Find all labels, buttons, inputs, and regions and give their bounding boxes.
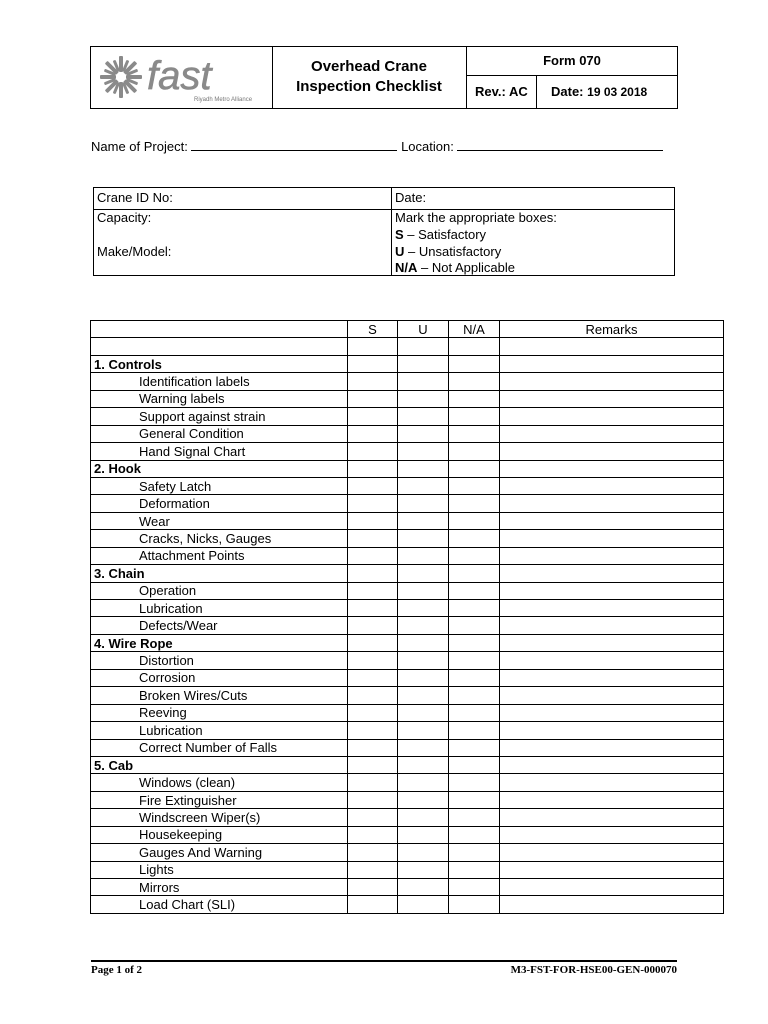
na-checkbox-cell[interactable] (449, 687, 500, 704)
u-checkbox-cell[interactable] (398, 512, 449, 529)
starburst-icon (100, 56, 142, 98)
checklist-item-row (91, 443, 724, 460)
section-row (91, 355, 724, 372)
section-row (91, 565, 724, 582)
s-checkbox-cell[interactable] (348, 704, 398, 721)
header-cell: Remarks (500, 321, 724, 338)
location-label: Location: (401, 139, 454, 154)
crane-id-label[interactable]: Crane ID No: (97, 190, 173, 205)
na-checkbox-cell[interactable] (449, 600, 500, 617)
na-checkbox-cell[interactable] (449, 495, 500, 512)
crane-info-table (93, 187, 675, 276)
item-label: Distortion (91, 652, 348, 669)
make-model-label[interactable]: Make/Model: (97, 244, 172, 259)
checklist-item-row (91, 600, 724, 617)
s-checkbox-cell[interactable] (348, 477, 398, 494)
checklist-item-row (91, 425, 724, 442)
form-title-line1: Overhead Crane (311, 58, 427, 75)
na-checkbox-cell[interactable] (449, 512, 500, 529)
s-checkbox-cell[interactable] (348, 896, 398, 913)
checklist-item-row (91, 390, 724, 407)
section-row (91, 756, 724, 773)
na-checkbox-cell[interactable] (449, 791, 500, 808)
s-checkbox-cell[interactable] (348, 355, 398, 372)
item-label: Lubrication (91, 722, 348, 739)
s-checkbox-cell[interactable] (348, 774, 398, 791)
table-header-row (91, 321, 724, 338)
item-label: Attachment Points (91, 547, 348, 564)
na-checkbox-cell[interactable] (449, 477, 500, 494)
blank-cell (449, 338, 500, 355)
s-checkbox-cell[interactable] (348, 600, 398, 617)
checklist-item-row (91, 826, 724, 843)
u-checkbox-cell[interactable] (398, 355, 449, 372)
item-label: Defects/Wear (91, 617, 348, 634)
item-label: Housekeeping (91, 826, 348, 843)
na-checkbox-cell[interactable] (449, 547, 500, 564)
s-checkbox-cell[interactable] (348, 652, 398, 669)
section-title: 3. Chain (91, 565, 348, 582)
u-checkbox-cell[interactable] (398, 634, 449, 651)
header-cell (91, 321, 348, 338)
checklist-item-row (91, 687, 724, 704)
s-checkbox-cell[interactable] (348, 425, 398, 442)
blank-cell (348, 338, 398, 355)
remarks-cell[interactable] (500, 512, 724, 529)
u-checkbox-cell[interactable] (398, 896, 449, 913)
remarks-cell[interactable] (500, 634, 724, 651)
checklist-table (90, 320, 724, 914)
s-checkbox-cell[interactable] (348, 565, 398, 582)
item-label: Corrosion (91, 669, 348, 686)
header-date (537, 75, 677, 108)
na-checkbox-cell[interactable] (449, 565, 500, 582)
u-checkbox-cell[interactable] (398, 495, 449, 512)
item-label: Broken Wires/Cuts (91, 687, 348, 704)
u-checkbox-cell[interactable] (398, 477, 449, 494)
s-checkbox-cell[interactable] (348, 547, 398, 564)
s-checkbox-cell[interactable] (348, 443, 398, 460)
checklist-item-row (91, 704, 724, 721)
item-label: Warning labels (91, 390, 348, 407)
u-checkbox-cell[interactable] (398, 861, 449, 878)
remarks-cell[interactable] (500, 844, 724, 861)
u-checkbox-cell[interactable] (398, 844, 449, 861)
s-checkbox-cell[interactable] (348, 582, 398, 599)
checklist-item-row (91, 652, 724, 669)
remarks-cell[interactable] (500, 669, 724, 686)
item-label: Operation (91, 582, 348, 599)
checklist-item-row (91, 791, 724, 808)
u-checkbox-cell[interactable] (398, 756, 449, 773)
remarks-cell[interactable] (500, 704, 724, 721)
capacity-label[interactable]: Capacity: (97, 210, 152, 225)
item-label: Lubrication (91, 600, 348, 617)
checklist-item-row (91, 582, 724, 599)
remarks-cell[interactable] (500, 652, 724, 669)
header-cell: S (348, 321, 398, 338)
location-field[interactable] (457, 138, 663, 151)
header-cell: U (398, 321, 449, 338)
checklist-item-row (91, 408, 724, 425)
remarks-cell[interactable] (500, 373, 724, 390)
checklist-item-row (91, 477, 724, 494)
section-title: 4. Wire Rope (91, 634, 348, 651)
remarks-cell[interactable] (500, 477, 724, 494)
logo-subtext: Riyadh Metro Alliance (194, 97, 253, 103)
na-checkbox-cell[interactable] (449, 634, 500, 651)
checklist-item-row (91, 669, 724, 686)
item-label: Support against strain (91, 408, 348, 425)
na-checkbox-cell[interactable] (449, 355, 500, 372)
na-checkbox-cell[interactable] (449, 652, 500, 669)
na-checkbox-cell[interactable] (449, 530, 500, 547)
item-label: Load Chart (SLI) (91, 896, 348, 913)
remarks-cell[interactable] (500, 425, 724, 442)
na-checkbox-cell[interactable] (449, 861, 500, 878)
section-title: 5. Cab (91, 756, 348, 773)
header-cell: N/A (449, 321, 500, 338)
item-label: Deformation (91, 495, 348, 512)
blank-cell (398, 338, 449, 355)
legend-unsatisfactory: U – Unsatisfactory (395, 244, 502, 259)
checklist-item-row (91, 547, 724, 564)
na-checkbox-cell[interactable] (449, 809, 500, 826)
logo-wordmark: fast (147, 54, 212, 98)
checklist-item-row (91, 896, 724, 913)
remarks-cell[interactable] (500, 809, 724, 826)
section-title: 1. Controls (91, 355, 348, 372)
blank-row (91, 338, 724, 355)
footer-rule (91, 960, 677, 962)
remarks-cell[interactable] (500, 826, 724, 843)
s-checkbox-cell[interactable] (348, 844, 398, 861)
checklist-item-row (91, 495, 724, 512)
checklist-item-row (91, 373, 724, 390)
s-checkbox-cell[interactable] (348, 722, 398, 739)
remarks-cell[interactable] (500, 879, 724, 896)
u-checkbox-cell[interactable] (398, 600, 449, 617)
checklist-item-row (91, 879, 724, 896)
s-checkbox-cell[interactable] (348, 669, 398, 686)
s-checkbox-cell[interactable] (348, 756, 398, 773)
na-checkbox-cell[interactable] (449, 582, 500, 599)
crane-info-row1 (94, 188, 674, 210)
checklist-item-row (91, 617, 724, 634)
remarks-cell[interactable] (500, 443, 724, 460)
document-code: M3-FST-FOR-HSE00-GEN-000070 (510, 964, 677, 976)
na-checkbox-cell[interactable] (449, 879, 500, 896)
na-checkbox-cell[interactable] (449, 425, 500, 442)
item-label: Hand Signal Chart (91, 443, 348, 460)
s-checkbox-cell[interactable] (348, 530, 398, 547)
remarks-cell[interactable] (500, 547, 724, 564)
remarks-cell[interactable] (500, 495, 724, 512)
s-checkbox-cell[interactable] (348, 861, 398, 878)
s-checkbox-cell[interactable] (348, 634, 398, 651)
s-checkbox-cell[interactable] (348, 390, 398, 407)
remarks-cell[interactable] (500, 565, 724, 582)
project-name-label: Name of Project: (91, 139, 188, 154)
remarks-cell[interactable] (500, 756, 724, 773)
u-checkbox-cell[interactable] (398, 547, 449, 564)
item-label: Wear (91, 512, 348, 529)
project-row (91, 138, 663, 154)
section-title: 2. Hook (91, 460, 348, 477)
u-checkbox-cell[interactable] (398, 460, 449, 477)
item-label: Lights (91, 861, 348, 878)
u-checkbox-cell[interactable] (398, 652, 449, 669)
na-checkbox-cell[interactable] (449, 739, 500, 756)
item-label: Cracks, Nicks, Gauges (91, 530, 348, 547)
legend-not-applicable: N/A – Not Applicable (395, 260, 515, 275)
na-checkbox-cell[interactable] (449, 774, 500, 791)
item-label: Reeving (91, 704, 348, 721)
item-label: Windows (clean) (91, 774, 348, 791)
checklist-item-row (91, 809, 724, 826)
s-checkbox-cell[interactable] (348, 460, 398, 477)
crane-info-divider (391, 188, 392, 275)
na-checkbox-cell[interactable] (449, 460, 500, 477)
remarks-cell[interactable] (500, 617, 724, 634)
s-checkbox-cell[interactable] (348, 826, 398, 843)
checklist-item-row (91, 530, 724, 547)
s-checkbox-cell[interactable] (348, 739, 398, 756)
blank-cell (500, 338, 724, 355)
section-row (91, 634, 724, 651)
u-checkbox-cell[interactable] (398, 826, 449, 843)
item-label: Safety Latch (91, 477, 348, 494)
u-checkbox-cell[interactable] (398, 530, 449, 547)
na-checkbox-cell[interactable] (449, 844, 500, 861)
u-checkbox-cell[interactable] (398, 565, 449, 582)
u-checkbox-cell[interactable] (398, 809, 449, 826)
u-checkbox-cell[interactable] (398, 443, 449, 460)
na-checkbox-cell[interactable] (449, 826, 500, 843)
u-checkbox-cell[interactable] (398, 722, 449, 739)
form-number: Form 070 (467, 47, 677, 76)
na-checkbox-cell[interactable] (449, 756, 500, 773)
s-checkbox-cell[interactable] (348, 809, 398, 826)
u-checkbox-cell[interactable] (398, 774, 449, 791)
remarks-cell[interactable] (500, 896, 724, 913)
s-checkbox-cell[interactable] (348, 495, 398, 512)
item-label: Windscreen Wiper(s) (91, 809, 348, 826)
na-checkbox-cell[interactable] (449, 722, 500, 739)
checklist-item-row (91, 739, 724, 756)
item-label: Correct Number of Falls (91, 739, 348, 756)
u-checkbox-cell[interactable] (398, 373, 449, 390)
fast-logo (91, 47, 272, 108)
section-row (91, 460, 724, 477)
page-number: Page 1 of 2 (91, 964, 143, 976)
item-label: Mirrors (91, 879, 348, 896)
na-checkbox-cell[interactable] (449, 704, 500, 721)
s-checkbox-cell[interactable] (348, 879, 398, 896)
header-date-value: 19 03 2018 (587, 85, 648, 99)
u-checkbox-cell[interactable] (398, 687, 449, 704)
remarks-cell[interactable] (500, 722, 724, 739)
title-cell (272, 47, 467, 108)
remarks-cell[interactable] (500, 861, 724, 878)
remarks-cell[interactable] (500, 355, 724, 372)
checklist-item-row (91, 722, 724, 739)
remarks-cell[interactable] (500, 600, 724, 617)
s-checkbox-cell[interactable] (348, 373, 398, 390)
remarks-cell[interactable] (500, 390, 724, 407)
legend-satisfactory: S – Satisfactory (395, 227, 487, 242)
na-checkbox-cell[interactable] (449, 390, 500, 407)
u-checkbox-cell[interactable] (398, 425, 449, 442)
remarks-cell[interactable] (500, 530, 724, 547)
checklist-item-row (91, 844, 724, 861)
item-label: General Condition (91, 425, 348, 442)
item-label: Gauges And Warning (91, 844, 348, 861)
na-checkbox-cell[interactable] (449, 373, 500, 390)
u-checkbox-cell[interactable] (398, 617, 449, 634)
logo-cell (91, 47, 273, 108)
form-title-line2: Inspection Checklist (296, 78, 442, 95)
remarks-cell[interactable] (500, 408, 724, 425)
na-checkbox-cell[interactable] (449, 617, 500, 634)
form-header (90, 46, 678, 109)
header-date-label: Date: (551, 84, 584, 99)
checklist-item-row (91, 861, 724, 878)
remarks-cell[interactable] (500, 582, 724, 599)
blank-cell (91, 338, 348, 355)
u-checkbox-cell[interactable] (398, 879, 449, 896)
item-label: Fire Extinguisher (91, 791, 348, 808)
na-checkbox-cell[interactable] (449, 443, 500, 460)
item-label: Identification labels (91, 373, 348, 390)
na-checkbox-cell[interactable] (449, 408, 500, 425)
checklist-item-row (91, 512, 724, 529)
revision: Rev.: AC (467, 75, 537, 108)
s-checkbox-cell[interactable] (348, 617, 398, 634)
checklist-item-row (91, 774, 724, 791)
na-checkbox-cell[interactable] (449, 669, 500, 686)
u-checkbox-cell[interactable] (398, 704, 449, 721)
u-checkbox-cell[interactable] (398, 739, 449, 756)
s-checkbox-cell[interactable] (348, 408, 398, 425)
mark-boxes-label: Mark the appropriate boxes: (395, 210, 557, 225)
s-checkbox-cell[interactable] (348, 512, 398, 529)
u-checkbox-cell[interactable] (398, 582, 449, 599)
u-checkbox-cell[interactable] (398, 408, 449, 425)
u-checkbox-cell[interactable] (398, 791, 449, 808)
remarks-cell[interactable] (500, 687, 724, 704)
info-date-label[interactable]: Date: (395, 190, 427, 205)
remarks-cell[interactable] (500, 460, 724, 477)
u-checkbox-cell[interactable] (398, 669, 449, 686)
project-name-field[interactable] (191, 138, 397, 151)
remarks-cell[interactable] (500, 791, 724, 808)
s-checkbox-cell[interactable] (348, 791, 398, 808)
remarks-cell[interactable] (500, 739, 724, 756)
remarks-cell[interactable] (500, 774, 724, 791)
u-checkbox-cell[interactable] (398, 390, 449, 407)
na-checkbox-cell[interactable] (449, 896, 500, 913)
s-checkbox-cell[interactable] (348, 687, 398, 704)
